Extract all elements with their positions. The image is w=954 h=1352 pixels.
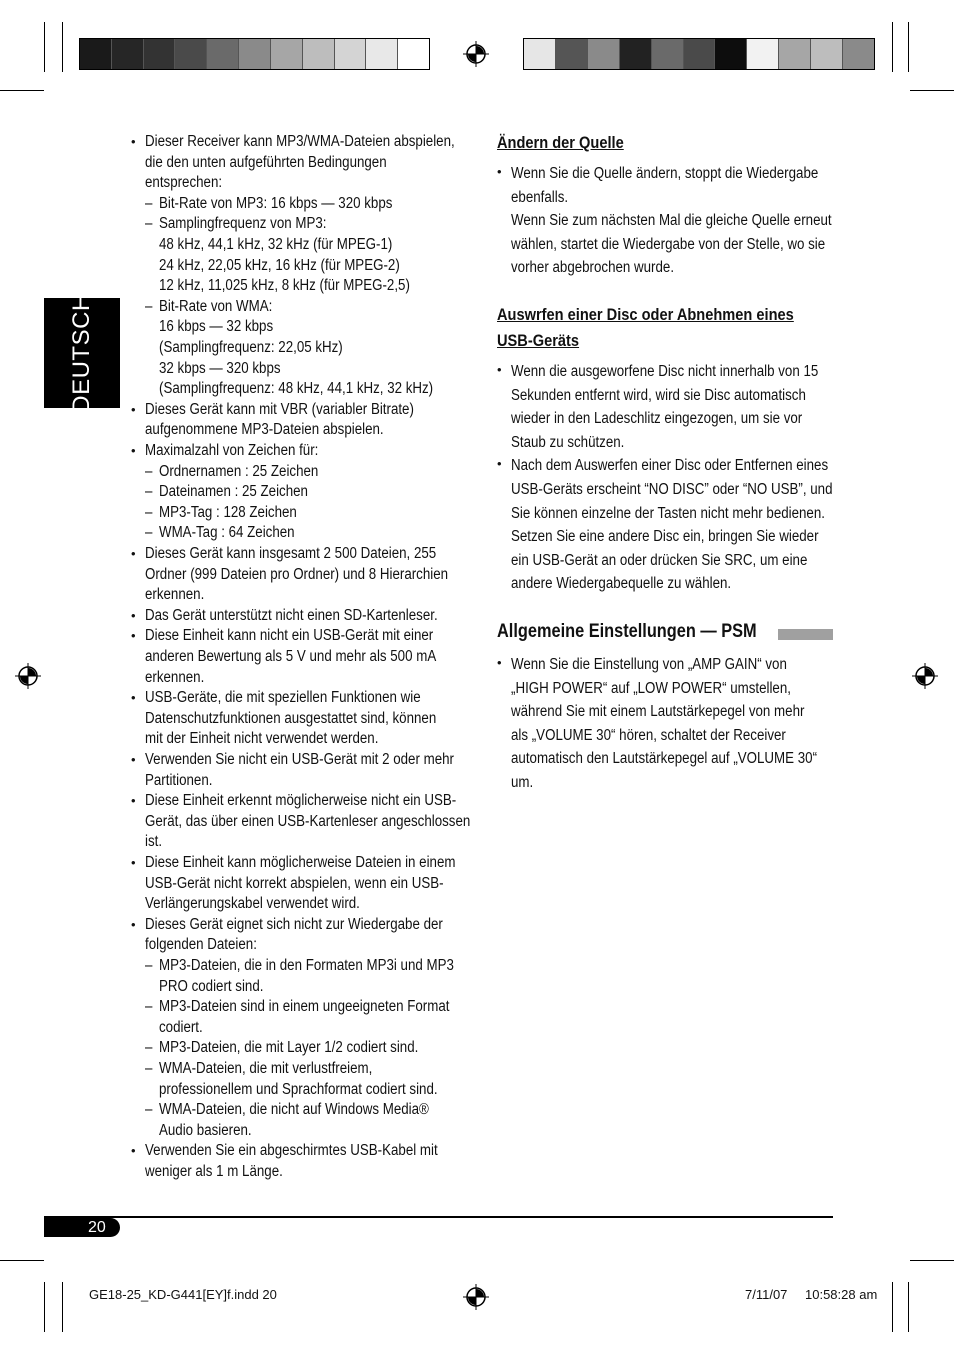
list-item-continuation: USB-Gerät nicht korrekt abspielen, wenn ein USB-: [145, 874, 444, 892]
color-swatch: [779, 39, 811, 69]
list-item-continuation: „HIGH POWER“ auf „LOW POWER“ umstellen,: [511, 679, 791, 697]
list-item-continuation: Audio basieren.: [159, 1121, 252, 1139]
bullet-icon: •: [131, 607, 136, 623]
list-item: Diese Einheit erkennt möglicherweise nicht ein USB-: [145, 792, 457, 810]
bullet-icon: •: [131, 401, 136, 417]
sub-list-item: WMA-Dateien, die mit verlustfreiem,: [159, 1060, 373, 1077]
list-item-continuation: ebenfalls.: [511, 188, 569, 206]
list-item: Diese Einheit kann nicht ein USB-Gerät mit einer: [145, 627, 434, 645]
section-heading-eject-line1: Auswrfen einer Disc oder Abnehmen eines: [497, 305, 794, 324]
sub-list-item: WMA-Dateien, die nicht auf Windows Media®: [159, 1101, 429, 1119]
dash-marker: –: [145, 215, 153, 233]
list-item: Wenn die ausgeworfene Disc nicht innerhalb von 15: [511, 363, 819, 380]
registration-mark-icon: [15, 663, 41, 689]
list-item-continuation: die den unten aufgeführten Bedingungen: [145, 153, 387, 171]
dash-marker: –: [145, 462, 153, 480]
sub-list-item: WMA-Tag : 64 Zeichen: [159, 524, 295, 542]
color-swatch: [271, 39, 303, 69]
dash-marker: –: [145, 503, 153, 521]
list-item-continuation: entsprechen:: [145, 174, 223, 192]
bullet-icon: •: [131, 690, 136, 706]
list-item-continuation: um.: [511, 774, 534, 791]
list-item-continuation: Partitionen.: [145, 771, 213, 789]
list-item-continuation: während Sie mit einem Lautstärkepegel von mehr: [511, 703, 805, 721]
bullet-icon: •: [497, 362, 502, 377]
list-item-continuation: 12 kHz, 11,025 kHz, 8 kHz (für MPEG-2,5): [159, 277, 410, 295]
sub-list-item: MP3-Tag : 128 Zeichen: [159, 503, 297, 521]
bullet-icon: •: [131, 443, 136, 458]
list-item: Wenn Sie die Einstellung von „AMP GAIN“ von: [511, 656, 787, 673]
color-swatch: [366, 39, 398, 69]
bullet-icon: •: [497, 655, 502, 670]
list-item: Wenn Sie die Quelle ändern, stoppt die Wiedergabe: [511, 165, 819, 182]
dash-marker: –: [145, 1101, 153, 1119]
list-item: Maximalzahl von Zeichen für:: [145, 442, 319, 459]
color-swatch: [556, 39, 588, 69]
list-item-continuation: PRO codiert sind.: [159, 977, 264, 995]
list-item-continuation: ist.: [145, 833, 163, 851]
list-item-continuation: anderen Bewertung als 5 V und mehr als 500 mA: [145, 648, 437, 665]
list-item: Nach dem Auswerfen einer Disc oder Entfernen eines: [511, 457, 829, 475]
list-item: USB-Geräte, die mit speziellen Funktionen wie: [145, 689, 421, 707]
list-item-continuation: Staub zu schützen.: [511, 433, 625, 451]
list-item: Dieses Gerät kann mit VBR (variabler Bitrate): [145, 400, 414, 418]
section-heading-psm: Allgemeine Einstellungen — PSM: [497, 621, 757, 642]
list-item: Verwenden Sie nicht ein USB-Gerät mit 2 oder mehr: [145, 751, 454, 768]
dash-marker: –: [145, 957, 153, 974]
bullet-icon: •: [131, 1143, 136, 1159]
bullet-icon: •: [131, 546, 136, 561]
dash-marker: –: [145, 1039, 153, 1057]
dash-marker: –: [145, 524, 153, 542]
list-item-continuation: 32 kbps — 320 kbps: [159, 359, 281, 377]
dash-marker: –: [145, 483, 153, 501]
color-swatch: [620, 39, 652, 69]
bullet-icon: •: [131, 752, 136, 767]
bullet-icon: •: [131, 855, 136, 870]
list-item-continuation: Ordner (999 Dateien pro Ordner) und 8 Hierarchien: [145, 565, 449, 583]
color-swatch: [112, 39, 144, 69]
list-item-continuation: vorher abgebrochen wurde.: [511, 259, 675, 277]
color-swatch: [747, 39, 779, 69]
list-item-continuation: Setzen Sie eine andere Disc ein, bringen Sie wieder: [511, 528, 819, 546]
dash-marker: –: [145, 998, 153, 1016]
section-heading-eject-line2: USB-Geräts: [497, 331, 580, 350]
bullet-icon: •: [131, 793, 136, 809]
list-item-continuation: weniger als 1 m Länge.: [145, 1163, 283, 1180]
dash-marker: –: [145, 1060, 153, 1077]
list-item: Dieser Receiver kann MP3/WMA-Dateien abspielen,: [145, 133, 455, 150]
list-item-continuation: Sekunden entfernt wird, wird sie Disc automatisch: [511, 386, 806, 404]
bullet-icon: •: [131, 134, 136, 149]
list-item-continuation: erkennen.: [145, 668, 205, 686]
sub-list-item: Samplingfrequenz von MP3:: [159, 215, 327, 233]
page-number: 20: [88, 1219, 106, 1236]
section-heading-change-source: Ändern der Quelle: [497, 133, 624, 152]
bullet-icon: •: [131, 916, 136, 932]
bullet-icon: •: [131, 628, 136, 644]
list-item-continuation: USB-Geräts erscheint “NO DISC” oder “NO USB”, und: [511, 481, 833, 498]
dash-marker: –: [145, 297, 153, 315]
registration-mark-icon: [463, 41, 489, 67]
color-swatch: [175, 39, 207, 69]
sub-list-item: MP3-Dateien, die mit Layer 1/2 codiert sind.: [159, 1039, 419, 1057]
color-swatch: [715, 39, 747, 69]
color-bar-right: [523, 38, 875, 70]
language-tab: [44, 293, 120, 413]
color-swatch: [335, 39, 367, 69]
color-swatch: [652, 39, 684, 69]
list-item-continuation: automatisch den Lautstärkepegel auf „VOLUME 30“: [511, 750, 818, 768]
list-item-continuation: aufgenommene MP3-Dateien abspielen.: [145, 421, 384, 439]
list-item: Verwenden Sie ein abgeschirmtes USB-Kabel mit: [145, 1142, 438, 1160]
color-swatch: [239, 39, 271, 69]
list-item-continuation: Sie können einzelne der Tasten nicht mehr bedienen.: [511, 504, 825, 522]
list-item-continuation: codiert.: [159, 1018, 203, 1036]
list-item-continuation: wählen, startet die Wiedergabe von der Stelle, wo sie: [511, 235, 826, 253]
list-item-continuation: erkennen.: [145, 586, 205, 604]
list-item: Dieses Gerät eignet sich nicht zur Wiedergabe der: [145, 915, 443, 933]
list-item-continuation: andere Wiedergabequelle zu wählen.: [511, 575, 732, 593]
color-swatch: [80, 39, 112, 69]
footer-date: 7/11/07: [745, 1287, 788, 1302]
color-swatch: [684, 39, 716, 69]
sub-list-item: Bit-Rate von WMA:: [159, 297, 273, 315]
list-item-continuation: 48 kHz, 44,1 kHz, 32 kHz (für MPEG-1): [159, 236, 393, 253]
sub-list-item: Bit-Rate von MP3: 16 kbps — 320 kbps: [159, 194, 393, 212]
list-item-continuation: wieder in den Ladeschlitz eingezogen, um sie vor: [511, 410, 803, 428]
page-number-tab: [44, 1218, 120, 1237]
sub-list-item: MP3-Dateien, die in den Formaten MP3i und MP3: [159, 957, 454, 974]
footer-file: GE18-25_KD-G441[EY]f.indd 20: [89, 1287, 277, 1302]
color-swatch: [144, 39, 176, 69]
color-swatch: [588, 39, 620, 69]
list-item-continuation: (Samplingfrequenz: 48 kHz, 44,1 kHz, 32 kHz): [159, 380, 434, 398]
list-item: Dieses Gerät kann insgesamt 2 500 Dateien, 255: [145, 545, 437, 562]
color-swatch: [207, 39, 239, 69]
list-item-continuation: folgenden Dateien:: [145, 936, 257, 954]
list-item-continuation: professionellem und Sprachformat codiert sind.: [159, 1080, 438, 1098]
list-item-continuation: ein USB-Gerät an oder drücken Sie SRC, um eine: [511, 551, 808, 569]
dash-marker: –: [145, 194, 153, 212]
color-swatch: [524, 39, 556, 69]
color-bar-left: [79, 38, 430, 70]
footer-time: 10:58:28 am: [805, 1287, 878, 1302]
list-item-continuation: Datenschutzfunktionen ausgestattet sind, können: [145, 709, 437, 727]
list-item: Das Gerät unterstützt nicht einen SD-Kartenleser.: [145, 606, 438, 624]
list-item-continuation: Wenn Sie zum nächsten Mal die gleiche Quelle erneut: [511, 212, 832, 230]
color-swatch: [811, 39, 843, 69]
list-item-continuation: als „VOLUME 30“ hören, schaltet der Receiver: [511, 726, 786, 744]
list-item-continuation: (Samplingfrequenz: 22,05 kHz): [159, 339, 343, 356]
list-item-continuation: 24 kHz, 22,05 kHz, 16 kHz (für MPEG-2): [159, 256, 400, 274]
list-item: Diese Einheit kann möglicherweise Dateien in einem: [145, 854, 456, 871]
sub-list-item: Ordnernamen : 25 Zeichen: [159, 462, 319, 480]
list-item-continuation: Gerät, das über einen USB-Kartenleser angeschlossen: [145, 812, 471, 830]
list-item-continuation: 16 kbps — 32 kbps: [159, 318, 274, 336]
color-swatch: [398, 39, 429, 69]
bullet-icon: •: [497, 456, 502, 472]
sub-list-item: MP3-Dateien sind in einem ungeeigneten Format: [159, 998, 450, 1016]
bottom-rule: [44, 1216, 833, 1218]
language-tab-label: DEUTSCH: [68, 293, 95, 413]
bullet-icon: •: [497, 164, 502, 179]
color-swatch: [843, 39, 874, 69]
registration-mark-icon: [463, 1284, 489, 1310]
sub-list-item: Dateinamen : 25 Zeichen: [159, 483, 308, 501]
psm-heading-bar: [778, 629, 833, 640]
color-swatch: [303, 39, 335, 69]
registration-mark-icon: [912, 663, 938, 689]
list-item-continuation: Verlängerungskabel verwendet wird.: [145, 895, 360, 913]
list-item-continuation: mit der Einheit nicht verwendet werden.: [145, 730, 379, 748]
